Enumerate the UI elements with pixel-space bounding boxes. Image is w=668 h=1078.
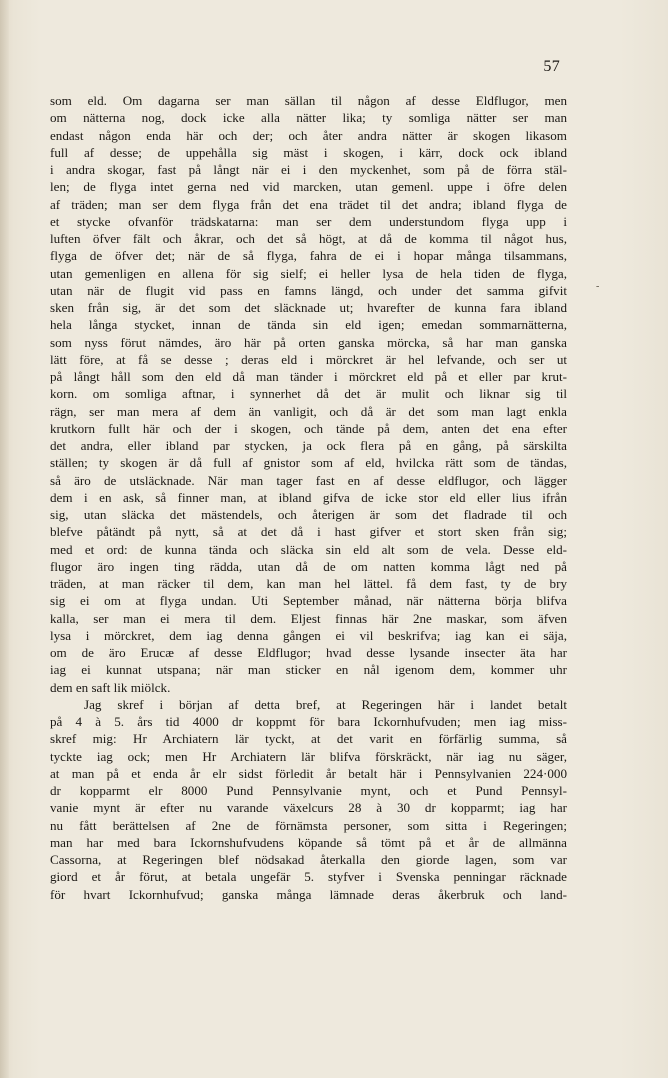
text-line: at man på et enda år elr sidst förledit år betalt här i Pennsylvanien 224·000 xyxy=(50,765,567,781)
text-line: lysa i mörckret, dem iag denna gången ei vil beskrifva; iag kan ei säja, xyxy=(50,627,567,643)
text-line: nu fått berättelsen af 2ne de förnämsta personer, som sitta i Regeringen; xyxy=(50,817,567,833)
text-line: iag ei kunnat utspana; när man sticker en nål igenom dem, kommer uhr xyxy=(50,662,567,678)
text-line: blefve påtändt på nytt, så at det då i hast gifver et stort sken från sig; xyxy=(50,524,567,540)
text-line: man har med bara Ickornshufvudens köpande så tömt på et år de allmänna xyxy=(50,834,567,850)
text-line: sken från sig, är det som det släcknade ut; hvarefter de kunna fara ibland xyxy=(50,300,567,315)
text-line: luften öfver fält och åkrar, och det så högt, at då de komma til något hus, xyxy=(50,231,567,246)
text-line: utan när de flugit vid pass en famns längd, och under det samma gifvit xyxy=(50,282,567,298)
text-line: korn. om somliga aftnar, i synnerhet då det är mulit och liknar sig til xyxy=(50,386,567,402)
text-line: dr kopparmt elr 8000 Pund Pennsylvanie mynt, och et Pund Pennsyl- xyxy=(50,783,567,798)
text-line: det andra, eller ibland par stycken, ja ock flera på en gång, på särskilta xyxy=(50,438,567,453)
text-line: et stycke ofvanför trädskatarna: man ser dem understundom flyga upp i xyxy=(50,213,567,229)
text-line: så äro de utsläcknade. När man tager fast en af desse eldflugor, och lägger xyxy=(50,472,567,488)
text-line: utan gemenligen en allena för sig sielf; ei heller lysa de hela tiden de flyga, xyxy=(50,265,567,281)
text-line: flyga de öfver det; när de så flyga, fahra de ei i hopar många tilsammans, xyxy=(50,248,567,264)
text-line: kalla, ser man ei mera til dem. Eljest finnas här 2ne maskar, som äfven xyxy=(50,610,567,626)
text-line: som nyss förut nämdes, äro här på orten ganska mörcka, så har man ganska xyxy=(50,334,567,350)
page-binding-edge xyxy=(0,0,9,1078)
text-line: sig, utan släcka det mästendels, och återigen är som det fladrade til och xyxy=(50,507,567,522)
margin-mark: - xyxy=(596,281,600,292)
body-text xyxy=(50,92,567,903)
text-line: full af desse; de uppehålla sig mäst i skogen, i kärr, dock ock ibland xyxy=(50,144,567,160)
text-line: vanie mynt är efter nu varande växelcurs 28 à 30 dr kopparmt; iag har xyxy=(50,800,567,816)
text-line: hela långa stycket, innan de tända sin eld igen; emedan sommarnätterna, xyxy=(50,317,567,333)
text-line: sig ei om at flyga undan. Uti September månad, när nätterna börja blifva xyxy=(50,593,567,609)
text-line: med et ord: de kunna tända och släcka sin eld alt som de vela. Desse eld- xyxy=(50,541,567,557)
page-number: 57 xyxy=(543,58,560,75)
text-line: endast någon enda här och der; och åter andra nätter är skogen likasom xyxy=(50,127,567,143)
text-line: len; de flyga intet gerna ned vid marcken, utan gemenl. uppe i öfre delen xyxy=(50,179,567,195)
text-line: Jag skref i början af detta bref, at Regeringen här i landet betalt xyxy=(84,696,567,712)
text-line: om nätterna nog, dock icke alla nätter lika; ty somliga nätter ser man xyxy=(50,110,567,126)
text-line: på 4 à 5. års tid 4000 dr koppmt för bara Ickornhufvuden; men iag miss- xyxy=(50,714,567,729)
text-line: lätt före, at få se desse ; deras eld i mörckret är hel lefvande, och ser ut xyxy=(50,351,567,367)
text-line: af träden; man ser dem flyga från det ena trädet til det andra; ibland flyga de xyxy=(50,196,567,212)
text-line: träden, at man räcker til dem, kan man hel lättel. få dem fast, ty de bry xyxy=(50,576,567,591)
text-line: krutkorn fullt här och der i skogen, och tände på dem, anten det ena efter xyxy=(50,420,567,436)
text-line: i andra skogar, fast på långt när ei i den myckenhet, som på de förra stäl- xyxy=(50,162,567,177)
text-line: ställen; ty skogen är då full af gnistor som af eld, hvilcka rätt som de tändas, xyxy=(50,455,567,471)
text-line: skref mig: Hr Archiatern lär tyckt, at det varit en förfärlig summa, så xyxy=(50,731,567,747)
text-line: dem en saft lik miölck. xyxy=(50,679,171,695)
text-line: flugor äro ingen ting rädda, utan då de om natten komma lågt ned på xyxy=(50,558,567,574)
text-line: rägn, ser man mera af dem än vanligit, och då är det som man lagt enkla xyxy=(50,403,567,419)
text-line: på långt håll som den eld då man tänder i mörckret eld på et eller par krut- xyxy=(50,369,567,384)
text-line: för hvart Ickornhufvud; ganska många lämnade deras åkerbruk och land- xyxy=(50,886,567,902)
text-line: Cassorna, at Regeringen blef nödsakad återkalla den giorde lagen, som var xyxy=(50,852,567,867)
text-line: giord et år förut, at betala ungefär 5. styfver i Svenska penningar räcknade xyxy=(50,869,567,885)
text-line: tyckte iag ock; men Hr Archiatern lär blifva förskräckt, när iag nu säger, xyxy=(50,748,567,764)
text-line: om de äro Erucæ af desse Eldflugor; hvad desse lysande insecter äta har xyxy=(50,645,567,660)
text-line: som eld. Om dagarna ser man sällan til någon af desse Eldflugor, men xyxy=(50,93,567,108)
text-line: dem i en ask, så finner man, at ibland gifva de icke stor eld eller lius ifrån xyxy=(50,489,567,505)
